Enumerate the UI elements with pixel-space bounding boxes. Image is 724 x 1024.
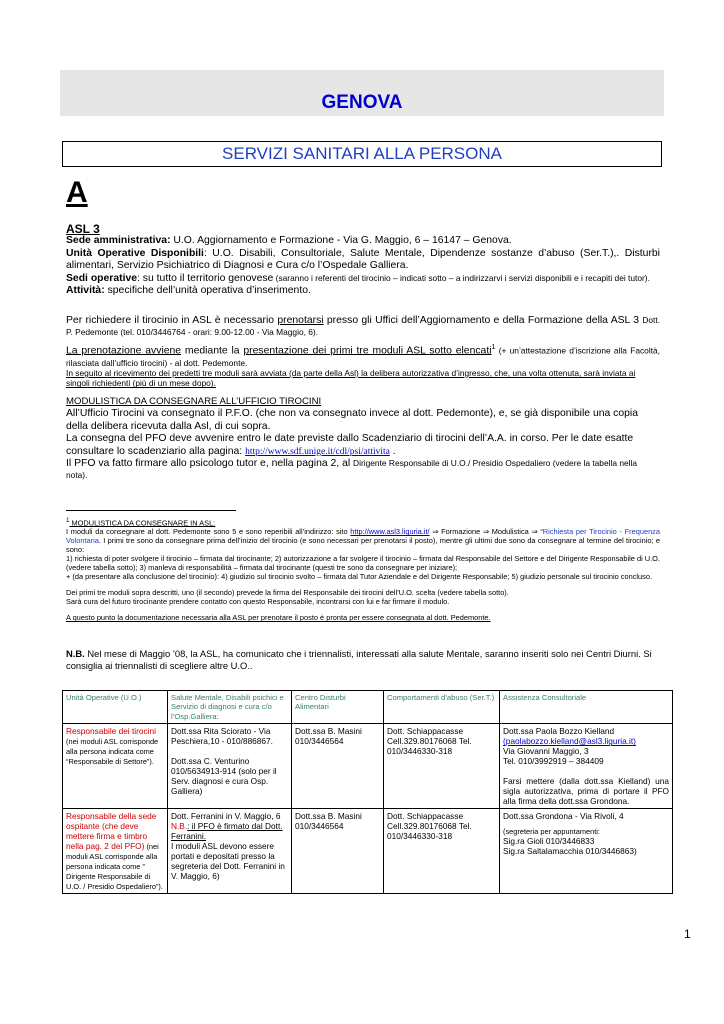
table-row [63, 724, 673, 809]
modulistica-section: MODULISTICA DA CONSEGNARE ALL’UFFICIO TIROCINI All’Ufficio Tirocini va consegnato il P.F.O. (che non va consegnato invece al dott. Pedemonte), e, se già disponibile una copia della delibera ricevuta dalla Asl, di cui sopra. La consegna del PFO deve avvenire entro le date previste dallo Scadenziario di tirocini dell’A.A. in corso. Per le date esatte consultare lo scadenziario alla pagina: http://www.sdf.unige.it/cdl/psi/attivita . Il PFO va fatto firmare allo psicologo tutor e, nella pagina 2, al Dirigente Responsabile di U.O./ Presidio Ospedaliero (vedere la tabella nella nota). [66, 396, 660, 483]
deliberation-note: In seguito al ricevimento dei predetti tre moduli sarà avviata (da parte della Asl) la delibera autorizzativa d’ingresso, che, una volta ottenuta, sarà inviata ai singoli richiedenti (più di un mese dopo). [66, 368, 636, 389]
asl3-link[interactable]: http://www.asl3.liguria.it/ [350, 527, 430, 537]
section-letter: A [66, 176, 88, 209]
asl-section [66, 223, 660, 297]
table-header-row [63, 691, 673, 724]
header-cell: Unità Operative (U.O.) [63, 691, 168, 724]
table-cell: Dott.ssa B. Masini 010/3446564 [292, 724, 384, 809]
row-label-cell: Responsabile della sede ospitante (che deve mettere firma e timbro nella pag. 2 del PFO) (nei moduli ASL corrisponde alla persona indicata come ” Dirigente Responsabile di U.O. / Presidio Ospedaliero”). [63, 809, 168, 894]
footnote-ref: 1 [491, 343, 496, 351]
header-cell: Comportamenti d’abuso (Ser.T.) [384, 691, 500, 724]
table-cell: Dott. Schiappacasse Cell.329.80176068 Tel. 010/3446330-318 [384, 809, 500, 894]
table-cell: Dott.ssa Grondona - Via Rivoli, 4 (segreteria per appuntamenti: Sig.ra Gioli 010/3446833 Sig.ra Saltalamacchia 010/3446863) [500, 809, 673, 894]
asl-title: ASL 3 [66, 222, 100, 236]
sede-line: Sede amministrativa: U.O. Aggiornamento e Formazione - Via G. Maggio, 6 – 16147 – Genova. [66, 235, 512, 247]
table-cell: Dott. Schiappacasse Cell.329.80176068 Tel. 010/3446330-318 [384, 724, 500, 809]
modulistica-title: MODULISTICA DA CONSEGNARE ALL’UFFICIO TIROCINI [66, 396, 322, 407]
header-cell: Salute Mentale, Disabili psichici e Servizio di diagnosi e cura c/o l’Osp.Galliera: [168, 691, 292, 724]
table-cell: Dott.ssa Rita Sciorato - Via Peschiera,10 - 010/886867. Dott.ssa C. Venturino 010/5634913-914 (solo per il Serv. diagnosi e cura Osp. Galliera) [168, 724, 292, 809]
header-cell: Assistenza Consultoriale [500, 691, 673, 724]
table-cell: Dott.ssa Paola Bozzo Kielland (paolabozzo.kielland@asl3.liguria.it) Via Giovanni Maggio, 3 Tel. 010/3992919 – 384409 Farsi mettere (dalla dott.ssa Kielland) una sigla autorizzativa, prima di portare il PFO alla firma della dott.ssa Grondona. [500, 724, 673, 809]
scadenziario-link[interactable]: http://www.sdf.unige.it/cdl/psi/attivita [245, 446, 390, 457]
booking-paragraph: Per richiedere il tirocinio in ASL è necessario prenotarsi presso gli Uffici dell’Aggiornamento e della Formazione della ASL 3 Dott. P. Pedemonte (tel. 010/3446764 - orari: 9.00-12.00 - Via Maggio, 6). La prenotazione avviene mediante la presentazione dei primi tre moduli ASL sotto elencati$^1$ (+ un’attestazione d’iscrizione alla Facoltà, rilasciata dall’ufficio tirocini) - al dott. Pedemonte. [66, 315, 661, 368]
table-row [63, 809, 673, 894]
row-label-cell: Responsabile dei tirocini (nei moduli ASL corrisponde alla persona indicata come “Responsabile di Settore”). [63, 724, 168, 809]
page-number: 1 [684, 927, 691, 941]
attivita-line: Attività: specifiche dell’unità operativa d’inserimento. [66, 285, 311, 297]
footnote: $^1$ MODULISTICA DA CONSEGNARE IN ASL: I moduli da consegnare al dott. Pedemonte sono 5 e sono reperibili all’indirizzo: sito http://www.asl3.liguria.it/ ⇒ Formazione ⇒ Modulistica ⇒ “Richiesta per Tirocinio - Frequenza Volontaria. I primi tre sono da consegnare prima dell’inizio del tirocinio (e sono necessari per prenotarsi il posto), mentre gli ultimi due sono da consegnare al termine del tirocinio; e sono: 1) richiesta di poter svolgere il tirocinio – firmata dal tirocinante; 2) autorizzazione a far svolgere il tirocinio – firmata dal Responsabile del Settore e del Dirigente Responsabile di U.O. (vedere tabella sotto); 3) manleva di responsabilità – firmata dal tirocinante (questi tre sono da consegnare per iniziare); + (da presentare alla conclusione del tirocinio): 4) giudizio sul tirocinio svolto – firmata dal Tutor Aziendale e del Dirigente Responsabile; 5) giudizio personale sul tirocinio concluso. Dei primi tre moduli sopra descritti, uno (il secondo) prevede la firma del Responsabile dei tirocini dell’U.O. scelta (vedere tabella sotto). Sarà cura del futuro tirocinante prendere contatto con questo Responsabile, incontrarsi con lui e far firmare il modulo. A questo punto la documentazione necessaria alla ASL per prenotare il posto è pronta per essere consegnata al dott. Pedemonte. [66, 517, 660, 623]
city-title: GENOVA [321, 92, 403, 113]
table-cell: Dott.ssa B. Masini 010/3446564 [292, 809, 384, 894]
nb-paragraph: N.B. Nel mese di Maggio ’08, la ASL, ha comunicato che i triennalisti, interessati alla salute Mentale, saranno inseriti solo nei Centri Diurni. Si consiglia ai triennalisti di scegliere altre U.O.. [66, 648, 652, 671]
table-cell: Dott. Ferranini in V. Maggio, 6 N.B.: il PFO è firmato dal Dott. Ferranini. I moduli ASL devono essere portati e depositati presso la segreteria del Dott. Ferranini in V. Maggio, 6) [168, 809, 292, 894]
sedi-line: Sedi operative: su tutto il territorio genovese (saranno i referenti del tirocinio – indicati sotto – a indirizzarvi i servizi disponibili e i recapiti dei tutor). [66, 272, 650, 284]
referents-table [62, 690, 673, 894]
services-title: SERVIZI SANITARI ALLA PERSONA [62, 141, 662, 167]
unita-line: Unità Operative Disponibili: U.O. Disabili, Consultoriale, Salute Mentale, Dipendenze sostanze d’abuso (Ser.T.),. Disturbi alimentari, Servizio Psichiatrico di Diagnosi e Cura c/o l’Ospedale Galliera. [66, 247, 660, 272]
footnote-divider [66, 510, 236, 511]
email-link[interactable]: (paolabozzo.kielland@asl3.liguria.it) [503, 736, 636, 747]
header-cell: Centro Disturbi Alimentari [292, 691, 384, 724]
